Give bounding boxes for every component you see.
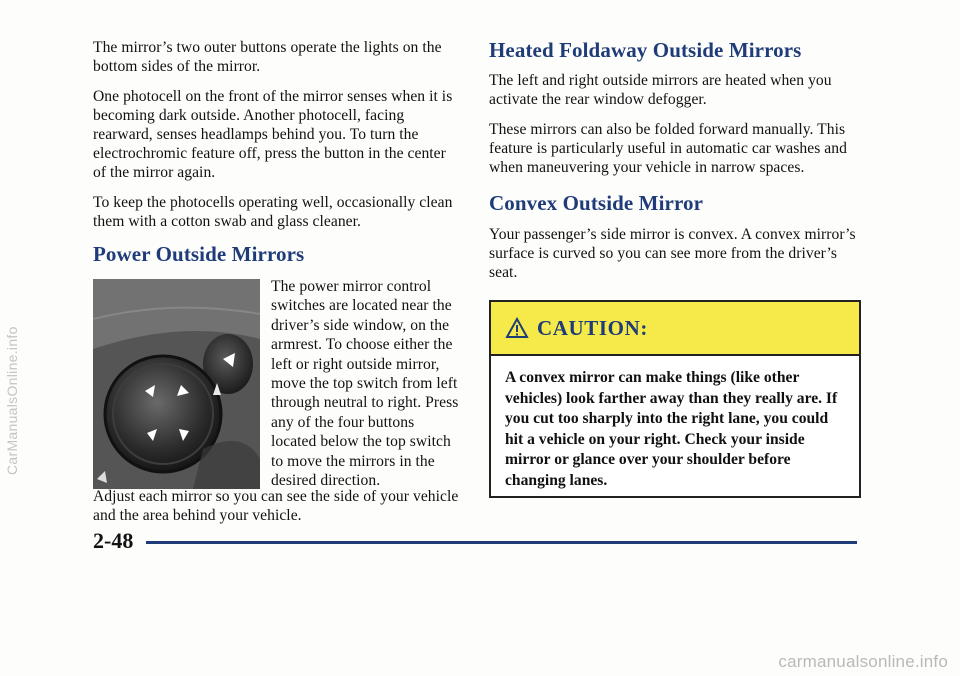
warning-triangle-icon: [505, 317, 529, 339]
side-watermark-text: CarManualsOnline.info: [4, 326, 20, 475]
photocell-paragraph: One photocell on the front of the mirror senses when it is becoming dark outside. Another photocell, facing rearward, senses headlamps behind you. To turn the electrochromic feature off, press the button in the center of the mirror again.: [93, 88, 453, 181]
page-number: 2-48: [93, 528, 134, 553]
convex-outside-mirror-heading: Convex Outside Mirror: [489, 191, 704, 215]
power-mirror-description: [271, 277, 463, 490]
mirror-lights-paragraph: The mirror’s two outer buttons operate the lights on the bottom sides of the mirror.: [93, 39, 442, 75]
caution-text: A convex mirror can make things (like other vehicles) look farther away than they really are. If you cut too sharply into the right lane, you could hit a vehicle on your right. Check your inside mirror or glance over your shoulder before changing lanes.: [505, 369, 838, 489]
heated-mirrors-paragraph: The left and right outside mirrors are heated when you activate the rear window defogger.: [489, 72, 832, 108]
side-watermark: [4, 215, 20, 475]
convex-mirror-paragraph: Your passenger’s side mirror is convex. A convex mirror’s surface is curved so you can see more from the driver’s seat.: [489, 226, 856, 281]
photocell-cleaning-paragraph: To keep the photocells operating well, occasionally clean them with a cotton swab and glass cleaner.: [93, 194, 453, 230]
foldaway-paragraph: These mirrors can also be folded forward manually. This feature is particularly useful in automatic car washes and when maneuvering your vehicle in narrow spaces.: [489, 121, 847, 176]
right-column: [489, 38, 859, 498]
power-mirror-section: [93, 277, 461, 501]
mirror-switch-illustration: [93, 279, 260, 489]
power-mirror-paragraph: The power mirror control switches are located near the driver’s side window, on the armrest. To choose either the left or right outside mirror, move the top switch from left through neutral to right. Press any of the four buttons located below the top switch to move the mirrors in the desired direction.: [271, 278, 459, 490]
bottom-watermark: carmanualsonline.info: [778, 652, 948, 671]
caution-header: [491, 302, 859, 356]
caution-box: [489, 300, 861, 498]
power-outside-mirrors-heading: Power Outside Mirrors: [93, 242, 305, 266]
adjust-mirror-section: [93, 487, 461, 536]
heated-foldaway-mirrors-heading: Heated Foldaway Outside Mirrors: [489, 38, 802, 62]
caution-title: CAUTION:: [537, 315, 648, 340]
left-column: [93, 38, 461, 501]
power-mirror-switch-photo: [93, 279, 260, 489]
footer-rule: [146, 541, 857, 544]
adjust-mirror-paragraph: Adjust each mirror so you can see the side of your vehicle and the area behind your vehicle.: [93, 488, 459, 524]
